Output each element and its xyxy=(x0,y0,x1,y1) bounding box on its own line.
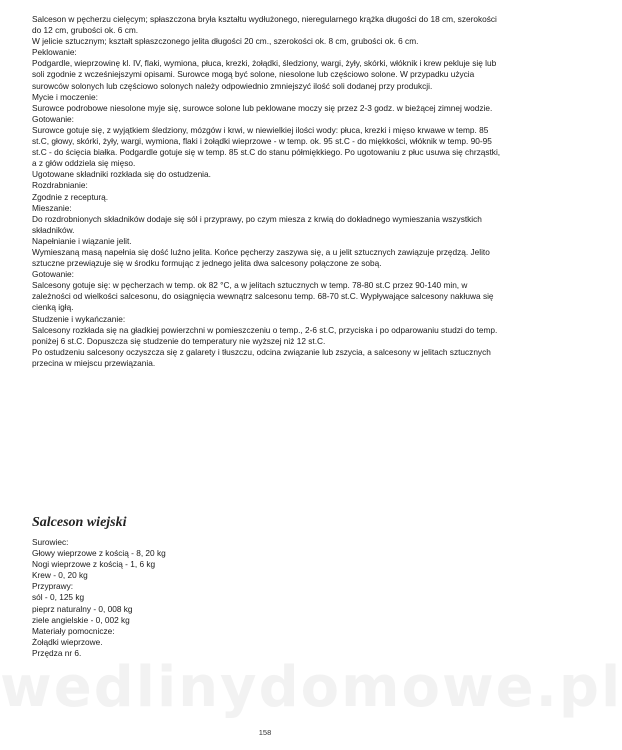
page-number: 158 xyxy=(258,728,272,737)
paragraph: Salcesony rozkłada się na gładkiej powierzchni w pomieszczeniu o temp., 2-6 st.C, przyciska i po odparowaniu studzi do temp. poniżej 6 st.C. Dopuszcza się studzenie do temperatury nie wyższej niż 12 st.C. xyxy=(32,324,498,346)
section-label: Gotowanie: xyxy=(32,113,74,124)
paragraph: W jelicie sztucznym; kształt spłaszczonego jelita długości 20 cm., szerokości ok. 8 cm, grubości ok. 6 cm. xyxy=(32,36,419,47)
watermark: wedlinydomowe.pl xyxy=(0,655,622,720)
section-label: Napełnianie i wiązanie jelit. xyxy=(32,235,132,246)
paragraph: Salcesony gotuje się: w pęcherzach w temp. ok 82 °C, a w jelitach sztucznych w temp. 78-80 st.C przez 90-140 min, w zależności od wielkości salcesonu, do osiągnięcia wewnątrz salcesonu temp. 68-70 st.C. Wypływające salcesony nakłuwa się cienką igłą. xyxy=(32,280,494,313)
paragraph: Do rozdrobnionych składników dodaje się sól i przyprawy, po czym miesza z krwią do dokładnego wymieszania wszystkich składników. xyxy=(32,213,482,235)
recipe-line: Materiały pomocnicze: xyxy=(32,625,115,636)
recipe-line: sól - 0, 125 kg xyxy=(32,592,85,603)
section-label: Mieszanie: xyxy=(32,202,72,213)
recipe-line: Nogi wieprzowe z kością - 1, 6 kg xyxy=(32,559,156,570)
recipe-title: Salceson wiejski xyxy=(32,515,127,530)
section-label: Peklowanie: xyxy=(32,47,77,58)
paragraph: Salceson w pęcherzu cielęcym; spłaszczona bryła kształtu wydłużonego, nieregularnego krążka długości do 18 cm, szerokości do 12 cm, grubości ok. 6 cm. xyxy=(32,14,497,36)
recipe-line: Krew - 0, 20 kg xyxy=(32,570,88,581)
paragraph: Podgardle, wieprzowinę kl. IV, flaki, wymiona, płuca, krezki, żołądki, śledziony, wargi, żyły, skórki, włóknik i krew peklujе się lub soli zgodnie z wcześniejszymi opisami. Surowce mogą być solone, niesolone lub częściowo solone. W przypadku użycia surowców solonych lub częściowo solonych należy odpowiednio zmniejszyć ilość soli dodanej przy produkcji. xyxy=(32,58,497,91)
paragraph: Po ostudzeniu salcesony oczyszcza się z galarety i tłuszczu, odcina związanie lub zszycia, a salcesony w jelitach sztucznych przecina w miejscu przewiązania. xyxy=(32,346,491,368)
recipe-line: Przyprawy: xyxy=(32,581,74,592)
recipe-ingredients xyxy=(32,537,332,659)
instructions-text xyxy=(32,14,502,369)
section-label: Rozdrabnianie: xyxy=(32,180,88,191)
recipe-line: pieprz naturalny - 0, 008 kg xyxy=(32,603,133,614)
recipe-line: Przędza nr 6. xyxy=(32,647,82,658)
paragraph: Zgodnie z recepturą. xyxy=(32,191,109,202)
paragraph: Wymieszaną masą napełnia się dość luźno jelita. Końce pęcherzy zaszywa się, a u jelit sztucznych zawiązuje przędzą. Jelito sztuczne przewiązuje się w środku formując z jednego jelita dwa salcesony połączone ze sobą. xyxy=(32,246,490,269)
paragraph: Surowce podrobowe niesolone myje się, surowce solone lub peklowane moczy się przez 2-3 godz. w bieżącej zimnej wodzie. xyxy=(32,102,493,113)
section-label: Gotowanie: xyxy=(32,269,74,280)
paragraph: Surowce gotuje się, z wyjątkiem śledziony, mózgów i krwi, w niewielkiej ilości wody: płuca, krezki i mięso krwawe w temp. 85 st.C, głowy, skórki, żyły, wargi, wymiona, flaki i żołądki wieprzowe - w temp. ok. 95 st.C - do miękkości, włóknik w temp. 90-95 st.C - do ścięcia białka. Podgardle gotuje się w temp. 85 st.C do stanu półmiękkiego. Po ugotowaniu z płuc usuwa się chrząstki, a z głów oddziela się mięso. xyxy=(32,124,501,169)
paragraph: Ugotowane składniki rozkłada się do ostudzenia. xyxy=(32,169,211,180)
recipe-line: Głowy wieprzowe z kością - 8, 20 kg xyxy=(32,548,166,559)
recipe-line: Surowiec: xyxy=(32,537,69,547)
section-label: Mycie i moczenie: xyxy=(32,91,98,102)
section-label: Studzenie i wykańczanie: xyxy=(32,313,126,324)
recipe-line: Żołądki wieprzowe. xyxy=(32,636,103,647)
recipe-line: ziele angielskie - 0, 002 kg xyxy=(32,614,130,625)
